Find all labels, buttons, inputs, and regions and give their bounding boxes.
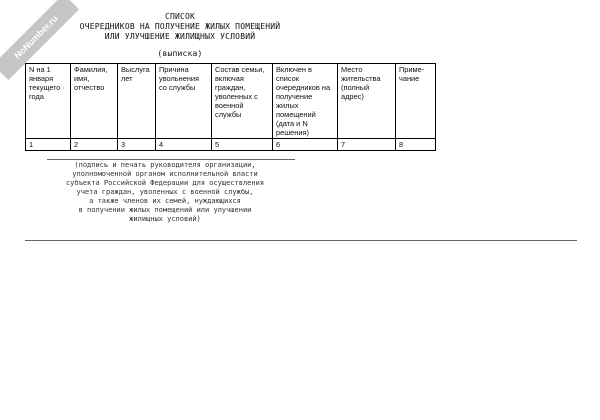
signature-caption [20, 161, 310, 224]
column-header-residence: Место жительства (полный адрес) [338, 64, 396, 139]
column-header-queue-inclusion: Включен в список очередников на получение жилых помещений (дата и N решения) [273, 64, 338, 139]
column-header-service-years: Выслуга лет [118, 64, 156, 139]
column-number-cell: 1 [26, 139, 71, 151]
signature-caption-line: (подпись и печать руководителя организации, [74, 161, 256, 169]
signature-caption-line: а также членов их семей, нуждающихся [89, 197, 241, 205]
queue-table [25, 63, 436, 151]
signature-caption-line: уполномоченной органом исполнительной власти [72, 170, 258, 178]
column-number-cell: 3 [118, 139, 156, 151]
signature-caption-line: в получении жилых помещений или улучшении [78, 206, 252, 214]
document-subtitle-line-1: ОЧЕРЕДНИКОВ НА ПОЛУЧЕНИЕ ЖИЛЫХ ПОМЕЩЕНИЙ [79, 22, 281, 31]
extract-label: (выписка) [157, 49, 203, 58]
table-row [26, 139, 436, 151]
signature-caption-line: субъекта Российской Федерации для осуществления [65, 179, 265, 187]
document-title: СПИСОК [164, 12, 196, 21]
column-number-cell: 4 [156, 139, 212, 151]
document-subtitle-line-2: ИЛИ УЛУЧШЕНИЕ ЖИЛИЩНЫХ УСЛОВИЙ [104, 32, 256, 41]
column-number-cell: 7 [338, 139, 396, 151]
column-number-cell: 6 [273, 139, 338, 151]
table-header-row [26, 64, 436, 139]
page-divider [25, 240, 577, 241]
column-header-full-name: Фамилия, имя, отчество [71, 64, 118, 139]
column-number-cell: 2 [71, 139, 118, 151]
column-header-number: N на 1 января текущего года [26, 64, 71, 139]
column-header-note: Приме-чание [396, 64, 436, 139]
column-header-family: Состав семьи, включая граждан, уволенных с военной службы [212, 64, 273, 139]
signature-line [47, 159, 295, 160]
signature-caption-line: учета граждан, уволенных с военной службы, [76, 188, 254, 196]
column-header-dismissal-reason: Причина увольнения со службы [156, 64, 212, 139]
watermark-badge: NoNumber.ru [0, 0, 79, 80]
column-number-cell: 8 [396, 139, 436, 151]
document-header [0, 12, 360, 59]
signature-caption-line: жилищных условий) [129, 215, 201, 223]
column-number-cell: 5 [212, 139, 273, 151]
